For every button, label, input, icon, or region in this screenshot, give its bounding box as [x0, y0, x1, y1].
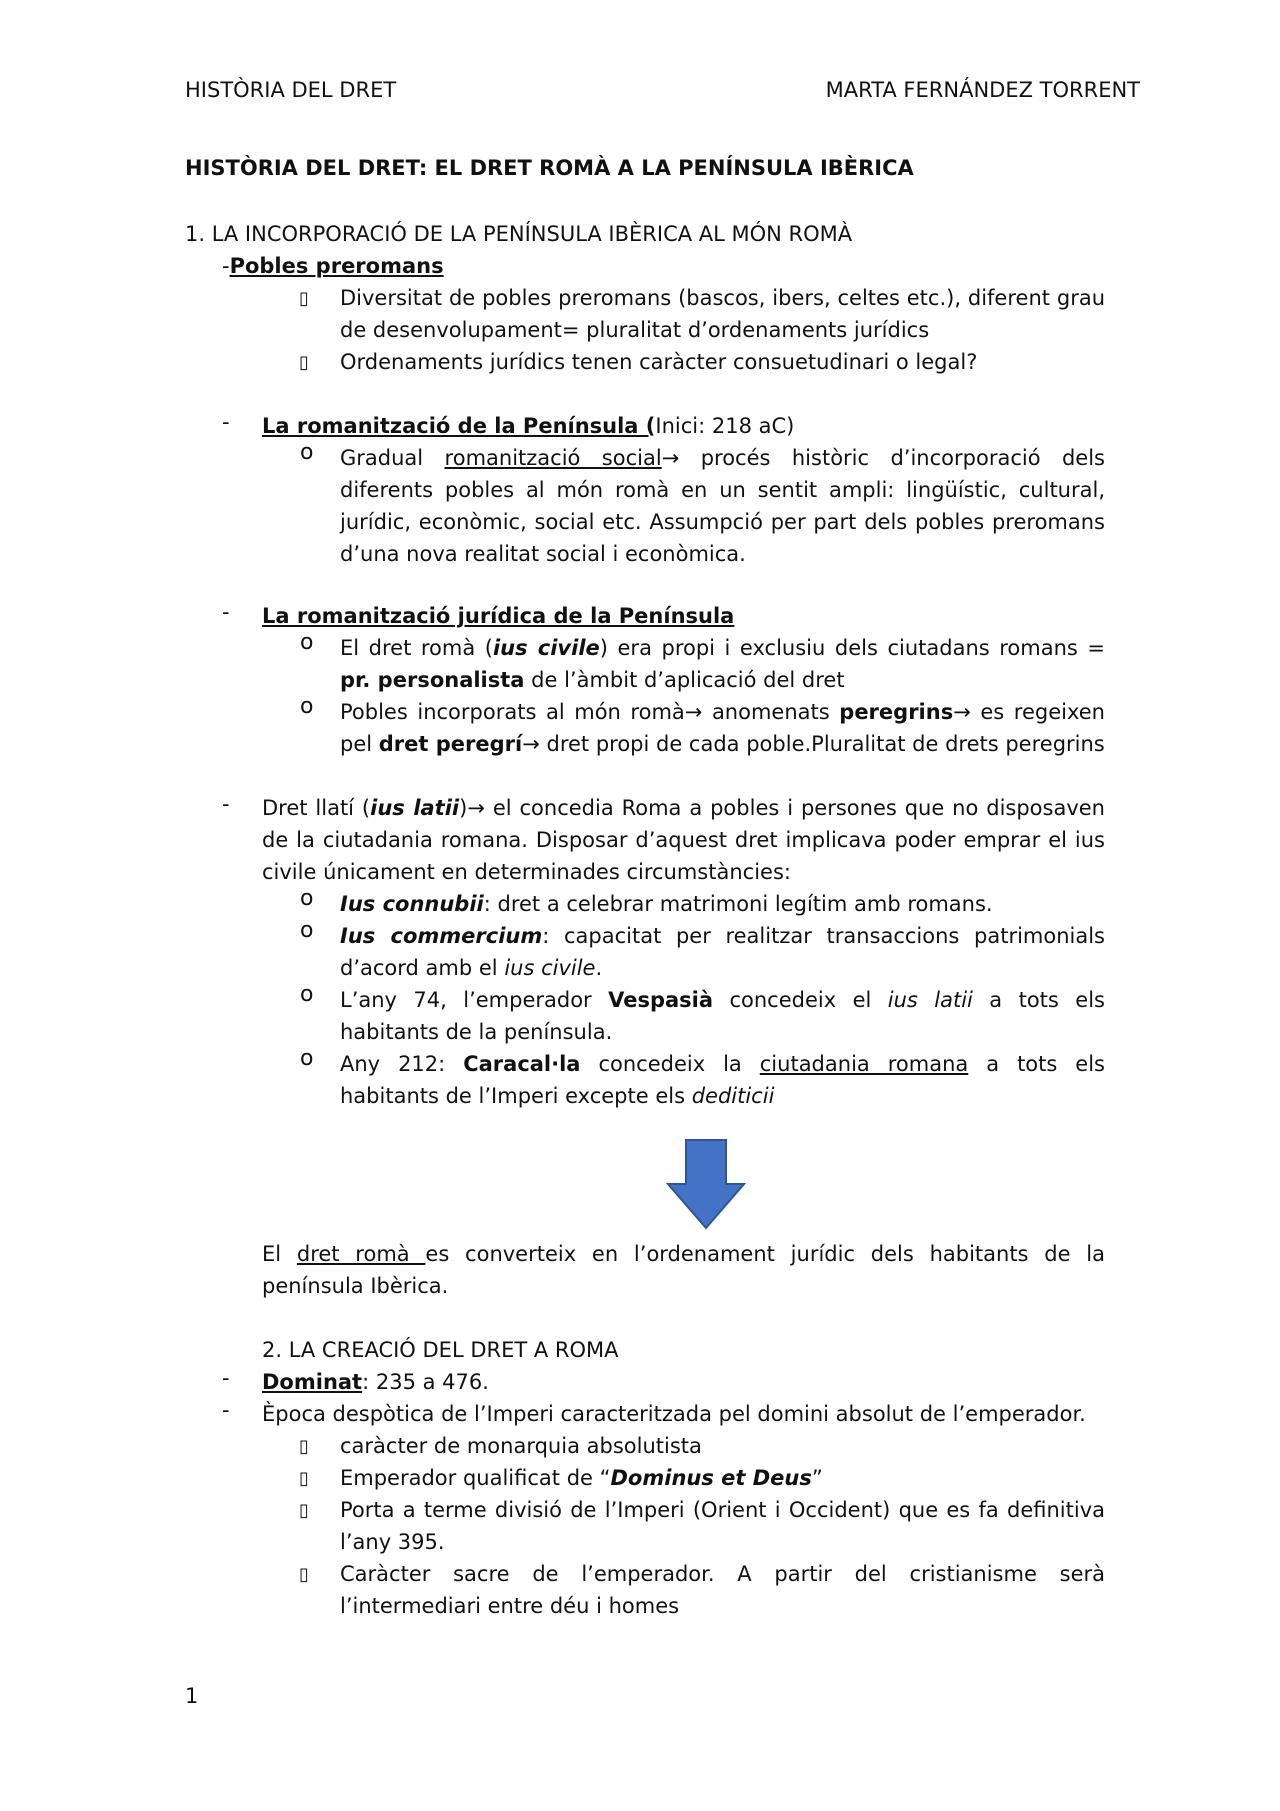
square-bullet-icon: ▯ — [299, 1564, 309, 1585]
square-bullet-icon: ▯ — [299, 1436, 309, 1457]
dominat-item-3: Porta a terme divisió de l’Imperi (Orient i Occident) que es fa definitiva l’any 395. — [340, 1498, 1105, 1554]
down-arrow-icon — [666, 1138, 746, 1230]
pobles-item-1: Diversitat de pobles preromans (bascos, ibers, celtes etc.), diferent grau de desenvolupament= pluralitat d’ordenaments jurídics — [340, 286, 1105, 342]
latii-item-1: Ius connubii: dret a celebrar matrimoni legítim amb romans. — [340, 892, 993, 916]
circle-bullet-icon: o — [300, 694, 314, 719]
dash-marker: - — [222, 792, 230, 816]
romjur-item-1: El dret romà (ius civile) era propi i exclusiu dels ciutadans romans = pr. personalista de l’àmbit d’aplicació del dret — [340, 636, 1105, 692]
square-bullet-icon: ▯ — [299, 1468, 309, 1489]
circle-bullet-icon: o — [300, 630, 314, 655]
romsoc-heading: La romanització de la Península (Inici: 218 aC) — [262, 414, 795, 438]
dominat-item-4: Caràcter sacre de l’emperador. A partir del cristianisme serà l’intermediari entre déu i homes — [340, 1562, 1105, 1618]
dominat-item-1: caràcter de monarquia absolutista — [340, 1434, 702, 1458]
pobles-item-2: Ordenaments jurídics tenen caràcter consuetudinari o legal? — [340, 350, 978, 374]
romjur-heading: La romanització jurídica de la Península — [262, 604, 735, 628]
pobles-heading: -Pobles preromans — [222, 254, 444, 278]
epoca-line: Època despòtica de l’Imperi caracteritzada pel domini absolut de l’emperador. — [262, 1402, 1086, 1426]
section-1-heading: 1. LA INCORPORACIÓ DE LA PENÍNSULA IBÈRICA AL MÓN ROMÀ — [185, 222, 853, 246]
square-bullet-icon: ▯ — [299, 1500, 309, 1521]
circle-bullet-icon: o — [300, 440, 314, 465]
latii-item-3: L’any 74, l’emperador Vespasià concedeix el ius latii a tots els habitants de la península. — [340, 988, 1105, 1044]
circle-bullet-icon: o — [300, 918, 314, 943]
conclusion-paragraph: El dret romà es converteix en l’ordenament jurídic dels habitants de la península Ibèrica. — [262, 1242, 1105, 1298]
square-bullet-icon: ▯ — [299, 288, 309, 309]
circle-bullet-icon: o — [300, 1046, 314, 1071]
romjur-item-2: Pobles incorporats al món romà→ anomenats peregrins→ es regeixen pel dret peregrí→ dret propi de cada poble.Pluralitat de drets peregrins — [340, 700, 1105, 756]
dash-marker: - — [222, 1366, 230, 1390]
circle-bullet-icon: o — [300, 886, 314, 911]
page-header — [185, 78, 1140, 102]
dash-marker: - — [222, 410, 230, 434]
section-2-heading: 2. LA CREACIÓ DEL DRET A ROMA — [262, 1338, 619, 1362]
dominat-item-2: Emperador qualificat de “Dominus et Deus” — [340, 1466, 823, 1490]
latii-item-2: Ius commercium: capacitat per realitzar transaccions patrimonials d’acord amb el ius civile. — [340, 924, 1105, 980]
page-number: 1 — [185, 1684, 199, 1708]
header-right: MARTA FERNÁNDEZ TORRENT — [825, 78, 1140, 102]
square-bullet-icon: ▯ — [299, 352, 309, 373]
dominat-line: Dominat: 235 a 476. — [262, 1370, 489, 1394]
dash-marker: - — [222, 1398, 230, 1422]
circle-bullet-icon: o — [300, 982, 314, 1007]
dash-marker: - — [222, 600, 230, 624]
document-title: HISTÒRIA DEL DRET: EL DRET ROMÀ A LA PENÍNSULA IBÈRICA — [185, 156, 914, 180]
latii-item-4: Any 212: Caracal·la concedeix la ciutadania romana a tots els habitants de l’Imperi excepte els dediticii — [340, 1052, 1105, 1108]
romsoc-text: Gradual romanització social→ procés històric d’incorporació dels diferents pobles al món romà en un sentit ampli: lingüístic, cultural, jurídic, econòmic, social etc. Assumpció per part dels pobles preromans d’una nova realitat social i econòmica. — [340, 446, 1105, 566]
latii-intro: Dret llatí (ius latii)→ el concedia Roma a pobles i persones que no disposaven de la ciutadania romana. Disposar d’aquest dret implicava poder emprar el ius civile únicament en determinades circumstàncies: — [262, 796, 1105, 884]
header-left: HISTÒRIA DEL DRET — [185, 78, 397, 102]
